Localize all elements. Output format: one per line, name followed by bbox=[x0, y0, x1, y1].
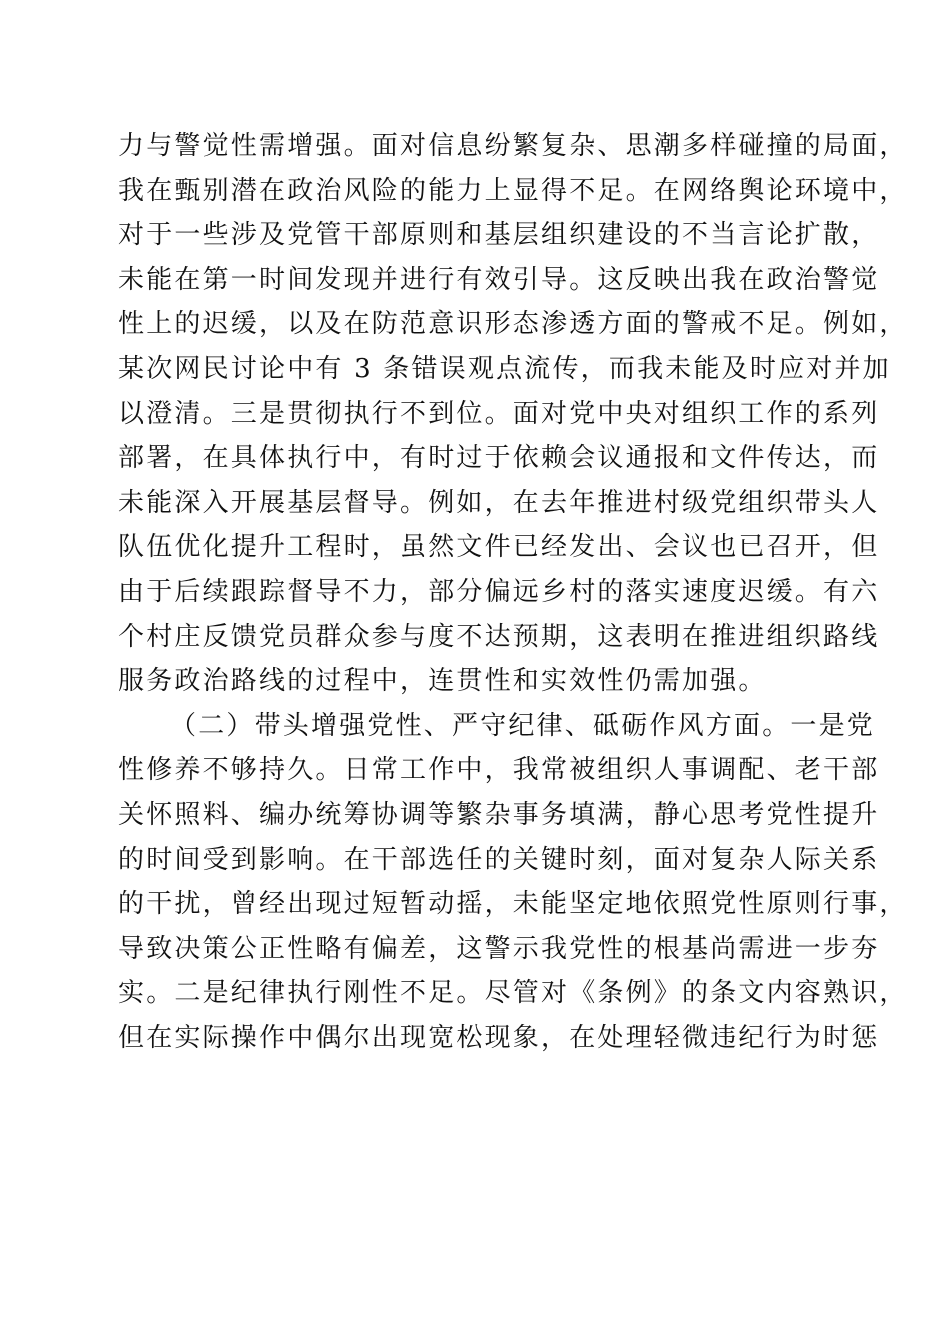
document-body bbox=[118, 124, 908, 1060]
text-line: 我在甄别潜在政治风险的能力上显得不足。在网络舆论环境中， bbox=[118, 175, 908, 206]
text-line: 的干扰，曾经出现过短暂动摇，未能坚定地依照党性原则行事， bbox=[118, 889, 908, 920]
text-line: 但在实际操作中偶尔出现宽松现象，在处理轻微违纪行为时惩 bbox=[118, 1022, 880, 1053]
text-line: 未能在第一时间发现并进行有效引导。这反映出我在政治警觉 bbox=[118, 264, 880, 295]
text-line: 性修养不够持久。日常工作中，我常被组织人事调配、老干部 bbox=[118, 755, 880, 786]
text-line: 的时间受到影响。在干部选任的关键时刻，面对复杂人际关系 bbox=[118, 844, 880, 875]
paragraph-end-line: 服务政治路线的过程中，连贯性和实效性仍需加强。 bbox=[118, 666, 767, 697]
text-line: 性上的迟缓，以及在防范意识形态渗透方面的警戒不足。例如， bbox=[118, 309, 908, 340]
text-line: 部署，在具体执行中，有时过于依赖会议通报和文件传达，而 bbox=[118, 443, 880, 474]
text-line: 导致决策公正性略有偏差，这警示我党性的根基尚需进一步夯 bbox=[118, 933, 880, 964]
text-line: 对于一些涉及党管干部原则和基层组织建设的不当言论扩散， bbox=[118, 220, 880, 251]
text-line: 关怀照料、编办统筹协调等繁杂事务填满，静心思考党性提升 bbox=[118, 799, 880, 830]
text-line: 队伍优化提升工程时，虽然文件已经发出、会议也已召开，但 bbox=[118, 532, 880, 563]
text-line: 未能深入开展基层督导。例如，在去年推进村级党组织带头人 bbox=[118, 487, 880, 518]
text-line: 实。二是纪律执行刚性不足。尽管对《条例》的条文内容熟识， bbox=[118, 978, 908, 1009]
text-line: 力与警觉性需增强。面对信息纷繁复杂、思潮多样碰撞的局面， bbox=[118, 131, 908, 161]
text-line: 由于后续跟踪督导不力，部分偏远乡村的落实速度迟缓。有六 bbox=[118, 576, 880, 607]
text-line: 个村庄反馈党员群众参与度不达预期，这表明在推进组织路线 bbox=[118, 621, 880, 652]
text-line: 某次网民讨论中有 3 条错误观点流传，而我未能及时应对并加 bbox=[118, 353, 891, 384]
section-heading-line: （二）带头增强党性、严守纪律、砥砺作风方面。一是党 bbox=[170, 710, 876, 741]
text-line: 以澄清。三是贯彻执行不到位。面对党中央对组织工作的系列 bbox=[118, 398, 880, 429]
